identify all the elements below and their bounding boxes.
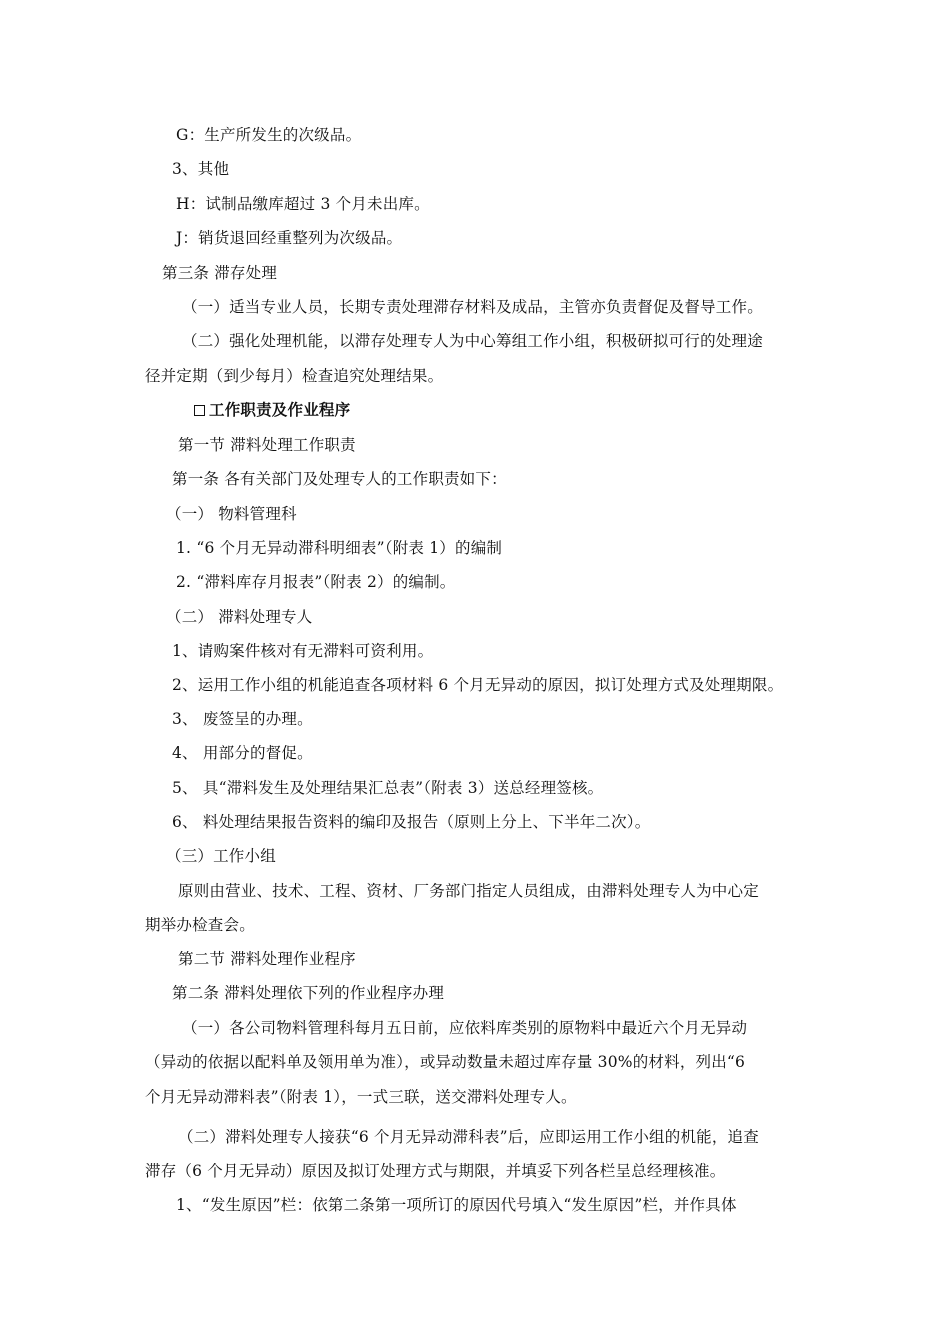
text-line: 期举办检查会。 (145, 916, 255, 934)
text-line: 4、 用部分的督促。 (172, 744, 313, 762)
text-line: 3、 废签呈的办理。 (172, 710, 313, 728)
text-line: （二）强化处理机能，以滞存处理专人为中心筹组工作小组，积极研拟可行的处理途 (182, 332, 763, 350)
text-line: 3、其他 (172, 160, 230, 178)
text-line: （异动的依据以配料单及领用单为准），或异动数量未超过库存量 30%的材料，列出“6 (145, 1053, 746, 1071)
text-line: （二） 滞料处理专人 (166, 608, 313, 626)
chapter-heading-text: 工作职责及作业程序 (209, 400, 351, 419)
text-line: 个月无异动滞料表”（附表 1），一式三联，送交滞料处理专人。 (145, 1088, 577, 1106)
text-line: 滞存（6 个月无异动）原因及拟订处理方式与期限，并填妥下列各栏呈总经理核准。 (145, 1162, 726, 1180)
text-line: 第一条 各有关部门及处理专人的工作职责如下： (172, 470, 507, 488)
text-line: 径并定期（到少每月）检查追究处理结果。 (145, 367, 444, 385)
text-line: 6、 料处理结果报告资料的编印及报告（原则上分上、下半年二次）。 (172, 813, 651, 831)
text-line: （一）适当专业人员，长期专责处理滞存材料及成品，主管亦负责督促及督导工作。 (182, 298, 763, 316)
text-line: J：销货退回经重整列为次级品。 (176, 229, 403, 247)
text-line: （一） 物料管理科 (166, 505, 297, 523)
text-line: （二）滞料处理专人接获“6 个月无异动滞科表”后，应即运用工作小组的机能，追查 (178, 1128, 759, 1146)
text-line: 5、 具“滞料发生及处理结果汇总表”（附表 3）送总经理签核。 (172, 779, 604, 797)
text-line: 2. “滞料库存月报表”（附表 2）的编制。 (176, 573, 456, 591)
text-line: （三）工作小组 (166, 847, 276, 865)
text-line: 1. “6 个月无异动滞科明细表”（附表 1）的编制 (176, 539, 503, 557)
section-heading: 第一节 滞料处理工作职责 (178, 436, 356, 454)
checkbox-icon (194, 405, 205, 416)
text-line: G：生产所发生的次级品。 (176, 126, 362, 144)
text-line: 第二条 滞料处理依下列的作业程序办理 (172, 984, 445, 1002)
text-line: H：试制品缴库超过 3 个月未出库。 (176, 195, 430, 213)
chapter-heading (194, 399, 350, 421)
text-line: （一）各公司物料管理科每月五日前，应依料库类别的原物料中最近六个月无异动 (182, 1019, 748, 1037)
section-heading: 第二节 滞料处理作业程序 (178, 950, 356, 968)
text-line: 2、运用工作小组的机能追查各项材料 6 个月无异动的原因，拟订处理方式及处理期限。 (172, 676, 784, 694)
section-heading: 第三条 滞存处理 (162, 264, 278, 282)
text-line: 1、“发生原因”栏：依第二条第一项所订的原因代号填入“发生原因”栏，并作具体 (176, 1196, 737, 1214)
text-line: 原则由营业、技术、工程、资材、厂务部门指定人员组成，由滞料处理专人为中心定 (178, 882, 759, 900)
text-line: 1、请购案件核对有无滞料可资利用。 (172, 642, 434, 660)
